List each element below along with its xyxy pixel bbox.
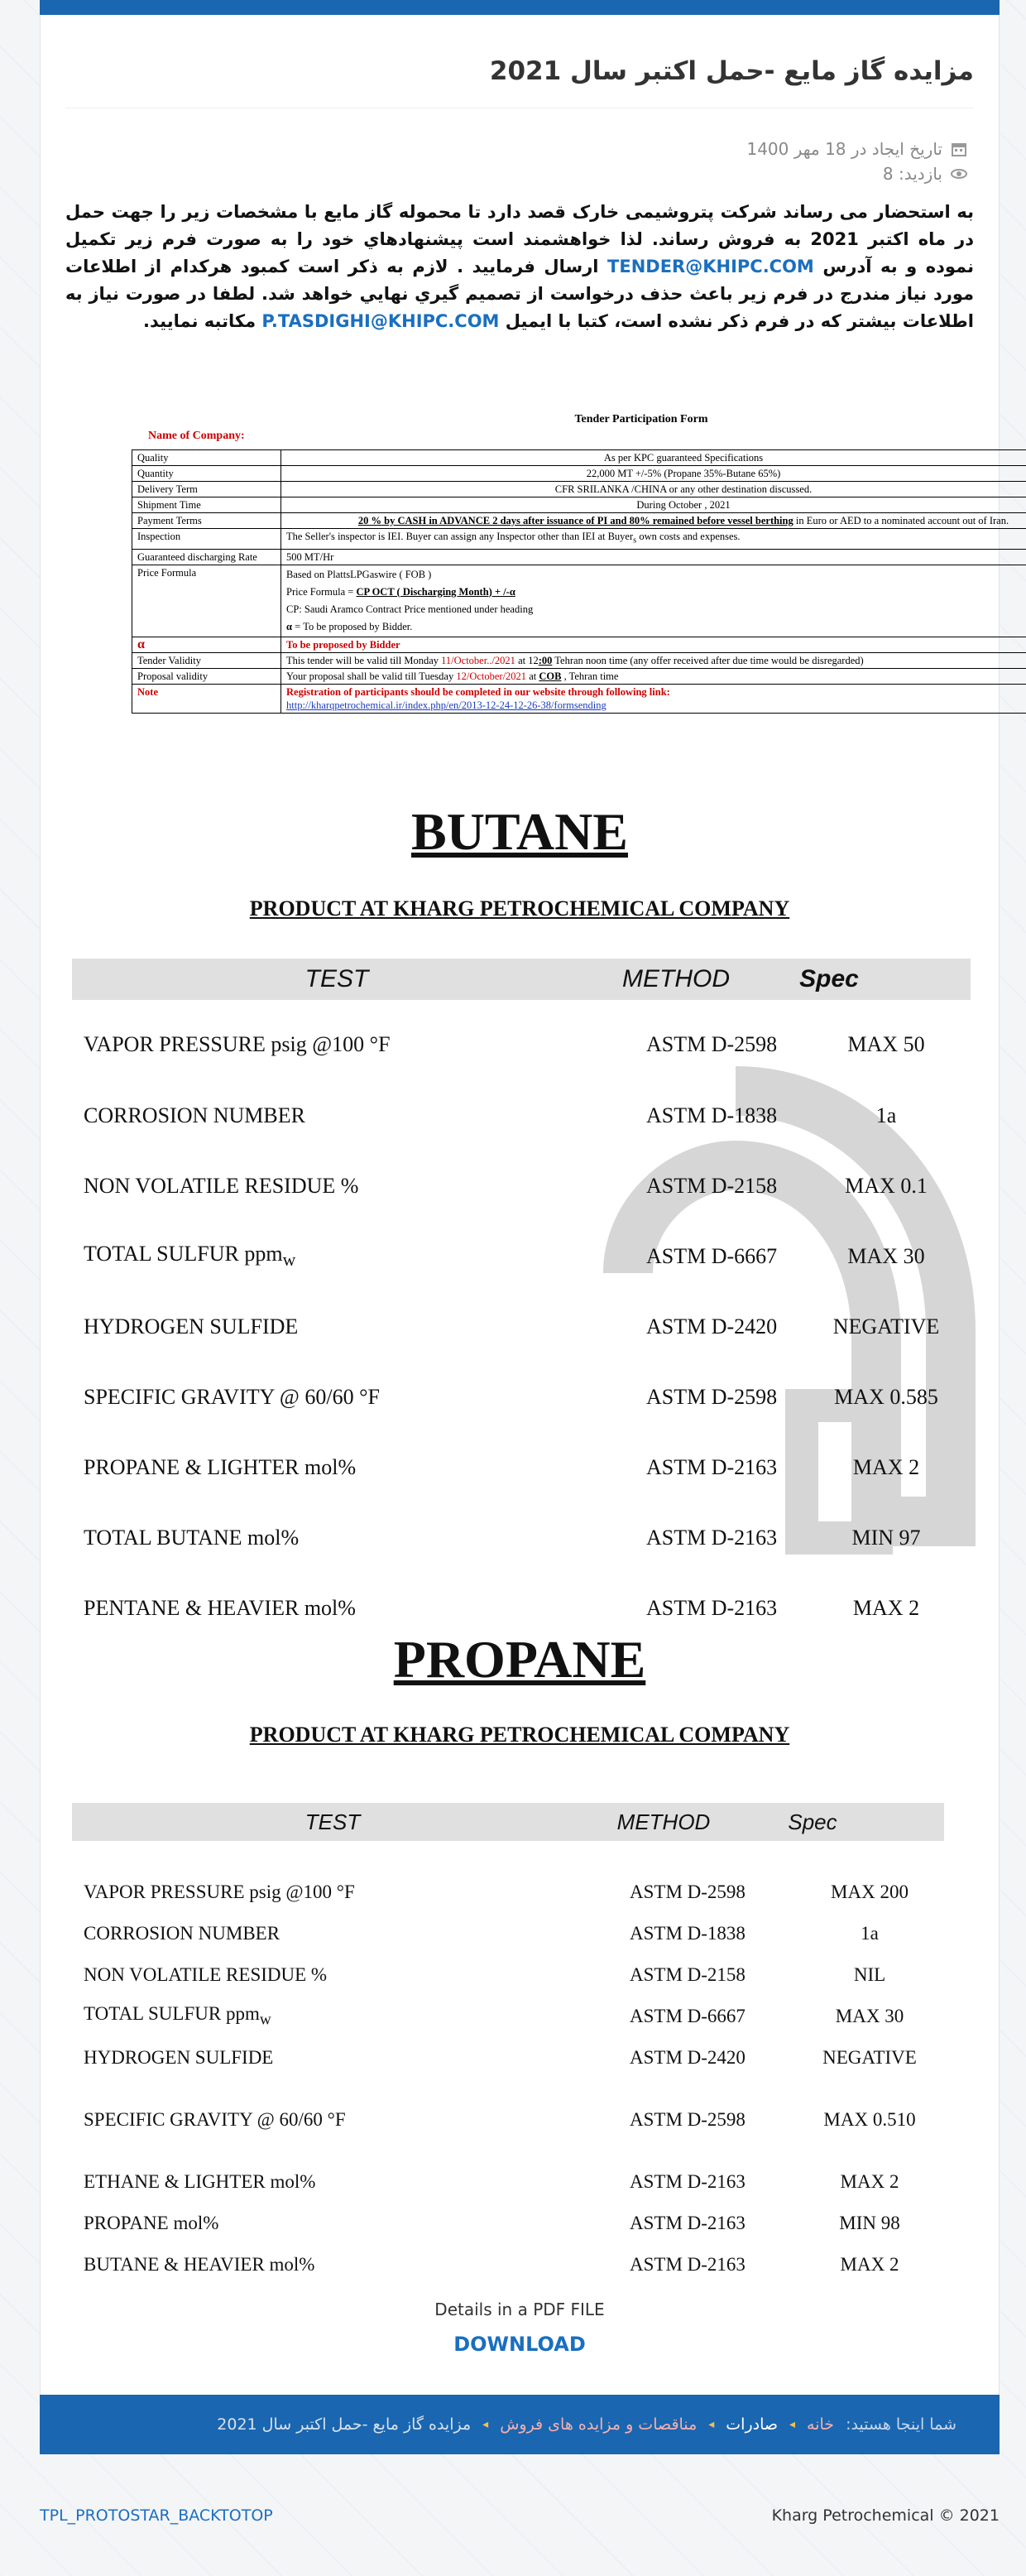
- table-row: [84, 1592, 961, 1625]
- row-key: Guaranteed discharging Rate: [132, 549, 281, 565]
- row-key: Quality: [132, 450, 281, 466]
- table-row: [84, 1310, 961, 1343]
- row-spec: MAX 0.1: [845, 1174, 928, 1198]
- company-name-label: Name of Company:: [148, 430, 245, 442]
- row-value: 500 MT/Hr: [281, 549, 1026, 565]
- row-spec: NIL: [853, 1964, 886, 1985]
- row-method: ASTM D-2598: [630, 1882, 746, 1902]
- row-method: ASTM D-2163: [630, 2171, 746, 2192]
- price-alpha-note: [286, 618, 1026, 636]
- row-test-cell: [84, 2047, 630, 2069]
- table-row: [84, 2105, 944, 2135]
- breadcrumb-current: مزایده گاز مایع -حمل اکتبر سال 2021: [217, 2415, 472, 2434]
- row-test: CORROSION NUMBER: [84, 1923, 280, 1944]
- breadcrumb-home[interactable]: خانه: [807, 2415, 835, 2434]
- row-value: [281, 684, 1026, 713]
- row-spec: MAX 0.510: [823, 2109, 916, 2130]
- row-test: CORROSION NUMBER: [84, 1103, 305, 1127]
- row-test-cell: [84, 1385, 646, 1410]
- proposal-cob: COB: [539, 670, 562, 682]
- header-spec: Spec: [788, 1809, 837, 1834]
- table-row: [84, 2043, 944, 2073]
- row-method: ASTM D-2163: [630, 2213, 746, 2233]
- row-spec: 1a: [875, 1103, 897, 1127]
- row-value: During October , 2021: [281, 497, 1026, 513]
- row-key: Inspection: [132, 529, 281, 550]
- row-test-cell: [84, 1923, 630, 1944]
- table-row: [132, 549, 1026, 565]
- row-test: SPECIFIC GRAVITY @ 60/60 °F: [84, 1385, 380, 1409]
- table-row: [132, 466, 1026, 482]
- breadcrumb-separator-icon: ◂: [482, 2418, 489, 2431]
- table-row: [84, 2167, 944, 2197]
- row-method: ASTM D-2163: [646, 1455, 778, 1479]
- validity-rest: Tehran noon time (any offer received after due time would be disregarded): [552, 654, 864, 666]
- butane-subheading: PRODUCT AT KHARG PETROCHEMICAL COMPANY: [249, 896, 790, 920]
- breadcrumb-exports[interactable]: صادرات: [726, 2415, 779, 2434]
- intro-text-2: ارسال فرمایید . لازم به ذکر است کمبود هرکدام از اطلاعات مورد نیاز مندرج در فرم زیر باعث حذف درخواست از تصمیم گیري نهایي خواهد شد. لطفا در صورت نیاز به اطلاعات بیشتر که در فرم ذکر نشده است، کتبا با ایمیل: [65, 257, 974, 331]
- table-row: [84, 1028, 961, 1061]
- row-test: VAPOR PRESSURE psig @100 °F: [84, 1882, 355, 1902]
- breadcrumb-separator-icon: ◂: [789, 2418, 796, 2431]
- breadcrumb-tenders[interactable]: مناقصات و مزایده های فروش: [500, 2415, 698, 2434]
- row-value: 22,000 MT +/-5% (Propane 35%-Butane 65%): [281, 466, 1026, 482]
- tender-form-title: Tender Participation Form: [574, 413, 708, 425]
- table-row: [132, 565, 1026, 637]
- proposal-text: Your proposal shall be valid till Tuesday: [286, 670, 457, 682]
- table-row: [84, 2208, 944, 2238]
- calendar-icon: [951, 141, 967, 157]
- row-spec: MAX 2: [840, 2254, 899, 2275]
- hits-text: بازدید: 8: [882, 164, 942, 184]
- details-text: Details in a PDF FILE: [434, 2300, 605, 2319]
- row-method: ASTM D-2158: [630, 1964, 746, 1985]
- table-row: [84, 1451, 961, 1484]
- row-test-cell: [84, 1596, 646, 1621]
- header-test: TEST: [304, 965, 369, 992]
- propane-subheading: PRODUCT AT KHARG PETROCHEMICAL COMPANY: [249, 1723, 790, 1747]
- copyright: Kharg Petrochemical © 2021: [771, 2506, 1000, 2525]
- validity-text: This tender will be valid till Monday: [286, 654, 442, 666]
- row-test-cell: [84, 2171, 630, 2193]
- row-key: Note: [132, 684, 281, 713]
- row-test-cell: [84, 1964, 630, 1986]
- table-row: [84, 2002, 944, 2031]
- table-row: [84, 1960, 944, 1990]
- row-test-cell: [84, 1882, 630, 1903]
- page-title: مزایده گاز مایع -حمل اکتبر سال 2021: [489, 56, 974, 86]
- row-test: TOTAL BUTANE mol%: [84, 1526, 300, 1550]
- registration-link[interactable]: http://kharqpetrochemical.ir/index.php/en/2013-12-24-12-26-38/formsending: [286, 699, 606, 711]
- row-test: PENTANE & HEAVIER mol%: [84, 1596, 356, 1620]
- validity-at: at 12: [515, 654, 539, 666]
- table-row: [84, 2250, 944, 2280]
- row-value: [281, 513, 1026, 529]
- row-value: [281, 668, 1026, 684]
- table-row: [84, 1170, 961, 1203]
- row-spec: MAX 30: [835, 2006, 904, 2026]
- row-spec: MAX 0.585: [834, 1385, 938, 1409]
- table-row: [84, 1381, 961, 1414]
- row-spec: MAX 200: [831, 1882, 909, 1902]
- table-row: [84, 1521, 961, 1555]
- breadcrumb-label: شما اینجا هستید:: [846, 2415, 956, 2434]
- row-method: ASTM D-2598: [646, 1385, 778, 1409]
- header-test: TEST: [304, 1809, 361, 1834]
- validity-date: 11/October../2021: [441, 654, 515, 666]
- row-spec: MAX 2: [840, 2171, 899, 2192]
- row-method: ASTM D-6667: [646, 1244, 778, 1268]
- breadcrumb: [40, 2395, 1000, 2454]
- row-key: Payment Terms: [132, 513, 281, 529]
- table-row: [132, 529, 1026, 550]
- row-test: TOTAL SULFUR ppm: [84, 1242, 283, 1266]
- row-key: Quantity: [132, 466, 281, 482]
- row-test: TOTAL SULFUR ppm: [84, 2003, 260, 2025]
- proposal-date: 12/October/2021: [456, 670, 527, 682]
- created-date-text: تاریخ ایجاد در 18 مهر 1400: [746, 139, 942, 159]
- table-row: [132, 652, 1026, 668]
- row-test-cell: [84, 2213, 630, 2234]
- validity-time: :00: [538, 654, 553, 666]
- header-bar: [40, 0, 1000, 15]
- row-method: ASTM D-2598: [630, 2109, 746, 2130]
- hits-count: [883, 164, 967, 184]
- row-test: VAPOR PRESSURE psig @100 °F: [84, 1032, 391, 1056]
- proposal-rest: , Tehran time: [561, 670, 619, 682]
- row-spec: MIN 98: [839, 2213, 900, 2233]
- row-key: Shipment Time: [132, 497, 281, 513]
- row-spec: MAX 2: [852, 1596, 920, 1620]
- row-key: Proposal validity: [132, 668, 281, 684]
- inspection-text: The Seller's inspector is IEI. Buyer can assign any Inspector other than IEI at Buyer: [286, 531, 634, 542]
- row-test: NON VOLATILE RESIDUE %: [84, 1174, 359, 1198]
- breadcrumb-separator-icon: ◂: [708, 2418, 715, 2431]
- row-spec: NEGATIVE: [822, 2047, 917, 2068]
- row-test: HYDROGEN SULFIDE: [84, 1314, 299, 1338]
- propane-table-header: [72, 1803, 944, 1841]
- back-to-top-link[interactable]: TPL_PROTOSTAR_BACKTOTOP: [40, 2506, 273, 2525]
- intro-paragraph: [65, 199, 974, 335]
- row-value: As per KPC guaranteed Specifications: [281, 450, 1026, 466]
- table-row: [84, 1877, 944, 1907]
- row-test-cell: [84, 1032, 646, 1057]
- row-value: [281, 565, 1026, 637]
- row-value: CFR SRILANKA /CHINA or any other destination discussed.: [281, 482, 1026, 497]
- article-card: [40, 15, 1009, 2454]
- row-method: ASTM D-1838: [630, 1923, 746, 1944]
- inspection-text-2: own costs and expenses.: [636, 531, 741, 542]
- row-spec: MAX 2: [852, 1455, 920, 1479]
- row-test-sub: w: [259, 2011, 271, 2029]
- header-method: METHOD: [616, 1809, 711, 1834]
- header-spec: Spec: [799, 965, 859, 992]
- row-value: [281, 652, 1026, 668]
- row-value: To be proposed by Bidder: [281, 637, 1026, 652]
- created-date: [746, 139, 967, 159]
- row-key: Tender Validity: [132, 652, 281, 668]
- row-test: SPECIFIC GRAVITY @ 60/60 °F: [84, 2109, 346, 2130]
- download-link[interactable]: DOWNLOAD: [453, 2333, 586, 2356]
- row-test-sub: w: [282, 1250, 296, 1271]
- row-test: HYDROGEN SULFIDE: [84, 2047, 274, 2068]
- row-value: [281, 529, 1026, 550]
- row-test-cell: [84, 1526, 646, 1550]
- propane-heading: PROPANE: [393, 1630, 646, 1689]
- price-formula: [286, 584, 1026, 601]
- price-formula-label: Price Formula =: [286, 585, 357, 598]
- row-test: BUTANE & HEAVIER mol%: [84, 2254, 315, 2275]
- table-row: [84, 1099, 961, 1132]
- eye-icon: [951, 166, 967, 182]
- row-test: ETHANE & LIGHTER mol%: [84, 2171, 316, 2192]
- row-method: ASTM D-2420: [646, 1314, 778, 1338]
- note-text: Registration of participants should be completed in our website through following link:: [286, 685, 670, 698]
- row-method: ASTM D-2158: [646, 1174, 778, 1198]
- table-row: [132, 684, 1026, 713]
- table-row: [84, 1919, 944, 1949]
- proposal-at: at: [526, 670, 539, 682]
- row-key: Delivery Term: [132, 482, 281, 497]
- row-spec: NEGATIVE: [832, 1314, 940, 1338]
- row-test-cell: [84, 2003, 630, 2030]
- row-key: α: [132, 637, 281, 652]
- header-method: METHOD: [622, 965, 730, 992]
- tender-form: [95, 400, 1009, 789]
- table-row: [132, 482, 1026, 497]
- row-method: ASTM D-2420: [630, 2047, 746, 2068]
- row-spec: 1a: [861, 1923, 879, 1944]
- row-test-cell: [84, 1242, 646, 1271]
- price-cp-note: CP: Saudi Aramco Contract Price mentioned under heading: [286, 603, 534, 615]
- payment-terms-bold: 20 % by CASH in ADVANCE 2 days after issuance of PI and 80% remained before vessel berthing: [357, 515, 793, 526]
- row-spec: MAX 50: [847, 1032, 925, 1056]
- row-method: ASTM D-6667: [630, 2006, 746, 2026]
- row-test-cell: [84, 1455, 646, 1480]
- intro-text-3: مکاتبه نمایید.: [143, 311, 256, 331]
- payment-terms-rest: in Euro or AED to a nominated account out of Iran.: [795, 515, 1009, 526]
- row-spec: MAX 30: [847, 1244, 925, 1268]
- row-method: ASTM D-2163: [630, 2254, 746, 2275]
- row-test: NON VOLATILE RESIDUE %: [84, 1964, 328, 1985]
- tender-email-link[interactable]: TENDER@KHIPC.COM: [607, 257, 814, 276]
- row-test: PROPANE & LIGHTER mol%: [84, 1455, 357, 1479]
- row-method: ASTM D-2163: [646, 1596, 778, 1620]
- price-formula-value: CP OCT ( Discharging Month) + /-α: [356, 585, 515, 598]
- row-method: ASTM D-2598: [646, 1032, 778, 1056]
- row-test-cell: [84, 2109, 630, 2131]
- inspection-sub: s: [633, 536, 637, 545]
- table-row: [132, 513, 1026, 529]
- price-basis: Based on PlattsLPGaswire ( FOB ): [286, 568, 432, 580]
- row-test-cell: [84, 1103, 646, 1128]
- row-method: ASTM D-2163: [646, 1526, 778, 1550]
- row-key: Price Formula: [132, 565, 281, 637]
- row-method: ASTM D-1838: [646, 1103, 778, 1127]
- contact-email-link[interactable]: P.TASDIGHI@KHIPC.COM: [261, 311, 500, 331]
- table-row: [132, 497, 1026, 513]
- table-row: [132, 450, 1026, 466]
- row-test-cell: [84, 1314, 646, 1339]
- table-row: [132, 637, 1026, 652]
- table-row: [84, 1240, 961, 1273]
- table-row: [132, 668, 1026, 684]
- butane-table-header: [72, 959, 971, 1000]
- alpha-note-text: = To be proposed by Bidder.: [291, 620, 413, 632]
- alpha-symbol: α: [286, 620, 292, 632]
- row-test-cell: [84, 1174, 646, 1199]
- row-test: PROPANE mol%: [84, 2213, 219, 2233]
- row-spec: MIN 97: [851, 1526, 921, 1550]
- butane-heading: BUTANE: [411, 802, 628, 861]
- intro-text-1: به استحضار می رساند شرکت پتروشیمی خارک قصد دارد تا محموله گاز مایع با مشخصات زیر را جهت حمل در ماه اکتبر 2021 به فروش رساند. لذا خواهشمند است پیشنهادهاي خود را به صورت فرم زیر تکمیل نموده و به آدرس: [65, 202, 975, 276]
- tender-table: [132, 449, 1026, 714]
- row-test-cell: [84, 2254, 630, 2276]
